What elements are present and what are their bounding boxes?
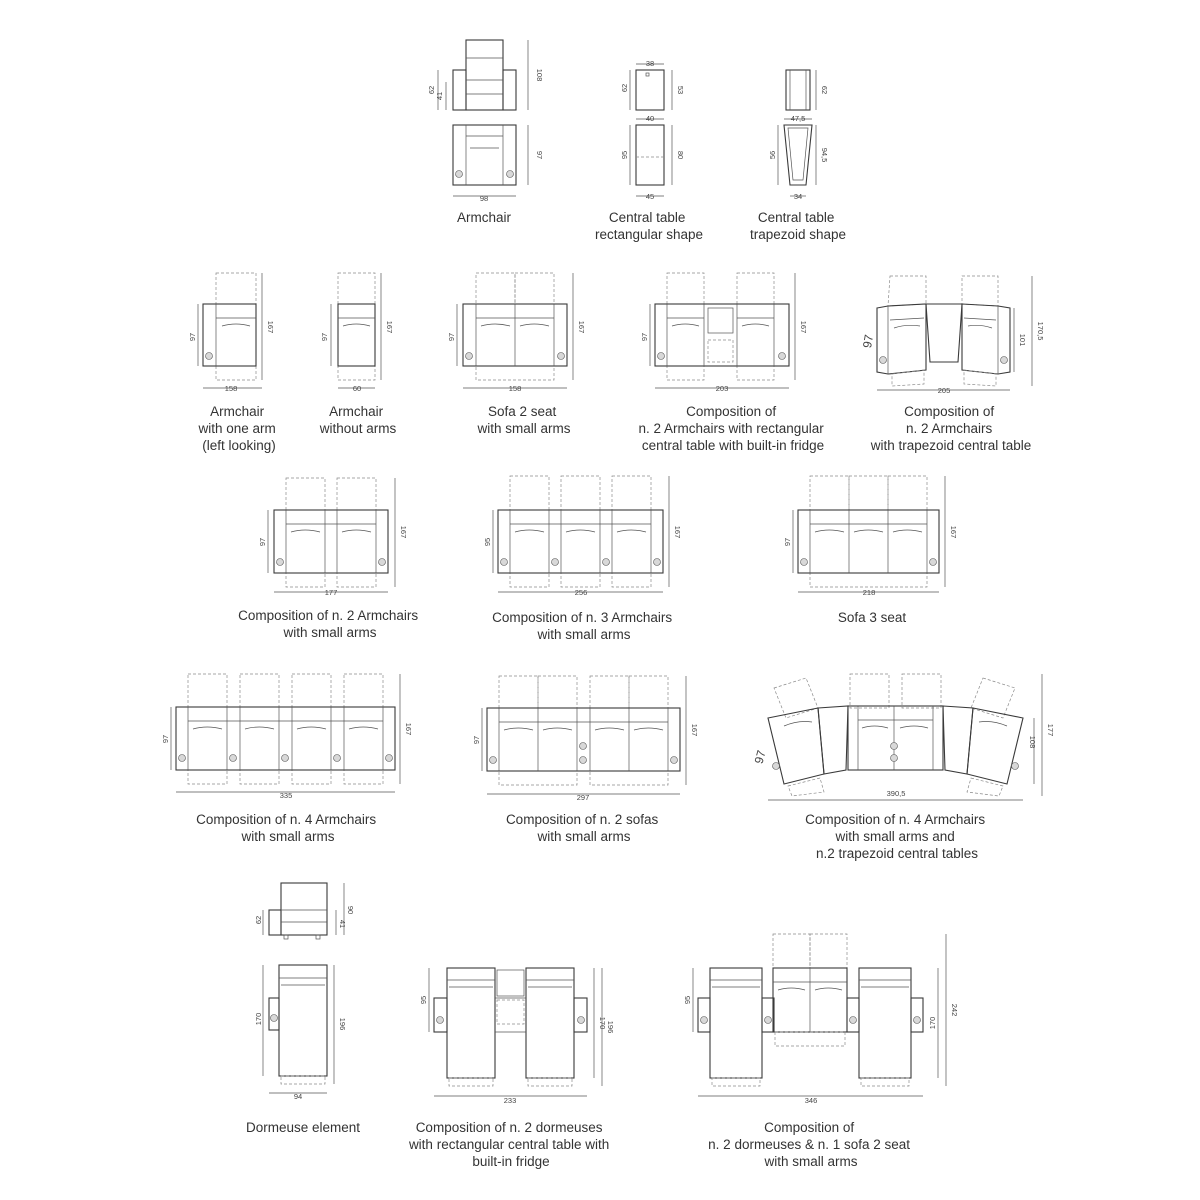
dim-label: 41: [435, 91, 444, 101]
dim-label: 34: [793, 192, 803, 201]
dim-label: 97: [783, 537, 792, 547]
two-sofas-small-arms-drawing: [472, 676, 699, 844]
dim-label: 170: [254, 1012, 263, 1026]
dim-label: 390,5: [886, 789, 906, 798]
dim-label: 97: [751, 748, 769, 766]
dim-label: 40: [645, 114, 655, 123]
dim-label: 177: [1046, 723, 1055, 737]
dim-label: 196: [338, 1017, 347, 1031]
three-armchairs-small-arms-drawing: [483, 476, 682, 642]
caption: Composition of n. 2 sofas with small arms: [505, 812, 659, 844]
dim-label: 205: [937, 386, 951, 395]
armchair-top-view: [453, 125, 516, 185]
caption: Central table trapezoid shape: [749, 210, 847, 242]
dim-label: 97: [188, 332, 197, 342]
dim-label: 62: [254, 915, 263, 925]
trapezoid-table-top-view: [784, 125, 812, 185]
dim-label: 97: [447, 332, 456, 342]
dormeuse-side-view: [269, 883, 327, 939]
caption: Central table rectangular shape: [594, 210, 704, 242]
dim-label: 97: [161, 734, 170, 744]
dim-label: 346: [804, 1096, 818, 1105]
dim-label: 196: [606, 1020, 615, 1034]
armchair-side-view: [453, 40, 516, 110]
caption: Composition of n. 4 Armchairs with small arms and n.2 trapezoid central tables: [805, 812, 986, 861]
dim-label: 167: [399, 525, 408, 539]
caption: Sofa 2 seat with small arms: [477, 404, 571, 436]
dim-label: 335: [279, 791, 293, 800]
dim-label: 218: [862, 588, 876, 597]
dim-label: 60: [352, 384, 362, 393]
central-table-rectangular-drawing: [595, 59, 703, 242]
dim-label: 170: [598, 1016, 607, 1030]
sofa-2-seat-drawing: [447, 273, 586, 436]
dim-label: 95: [683, 995, 692, 1005]
dim-label: 108: [1028, 735, 1037, 749]
dim-label: 108: [535, 68, 544, 82]
dim-label: 97: [320, 332, 329, 342]
dim-label: 95: [620, 150, 629, 160]
dim-label: 41: [338, 919, 347, 929]
dim-label: 45: [645, 192, 655, 201]
sofa-3-seat-drawing: [783, 476, 958, 625]
caption: Composition of n. 2 Armchairs with small arms: [238, 608, 419, 640]
two-armchairs-small-arms-drawing: [238, 478, 422, 640]
dormeuse-top-view: [269, 965, 327, 1084]
caption: Armchair with one arm (left looking): [198, 404, 276, 453]
dim-label: 101: [1018, 333, 1027, 347]
dim-label: 233: [503, 1096, 517, 1105]
armchair-drawing: [427, 40, 544, 225]
dim-label: 97: [860, 333, 877, 350]
caption: Armchair: [456, 210, 512, 225]
dim-label: 170: [928, 1016, 937, 1030]
dim-label: 167: [404, 722, 413, 736]
dim-label: 97: [258, 537, 267, 547]
dim-label: 167: [799, 320, 808, 334]
two-armchairs-rectangular-table-drawing: [638, 273, 827, 453]
dim-label: 297: [576, 793, 590, 802]
two-dormeuses-sofa-two-seat-drawing: [683, 934, 959, 1169]
table-side-view: [636, 70, 664, 110]
dim-label: 94,5: [820, 147, 829, 163]
dim-label: 177: [324, 588, 338, 597]
dim-label: 94: [293, 1092, 303, 1101]
dim-label: 62: [620, 83, 629, 93]
dim-label: 98: [479, 194, 489, 203]
caption: Composition of n. 2 Armchairs with trapezoid central table: [870, 404, 1032, 453]
dim-label: 167: [577, 320, 586, 334]
dim-label: 170,5: [1036, 321, 1045, 341]
trapezoid-table-side-view: [786, 70, 810, 110]
dim-label: 62: [427, 85, 436, 95]
caption: Sofa 3 seat: [837, 610, 907, 625]
dim-label: 167: [266, 320, 275, 334]
four-armchairs-two-trapezoid-tables-drawing: [752, 674, 1055, 861]
dim-label: 167: [673, 525, 682, 539]
dim-label: 97: [640, 332, 649, 342]
two-armchairs-trapezoid-table-drawing: [860, 276, 1045, 453]
dim-label: 256: [574, 588, 588, 597]
dim-label: 158: [508, 384, 522, 393]
dim-label: 203: [715, 384, 729, 393]
dormeuse-element-drawing: [246, 883, 360, 1135]
dim-label: 47,5: [790, 114, 806, 123]
dim-label: 242: [950, 1003, 959, 1017]
caption: Armchair without arms: [319, 404, 397, 436]
dim-label: 167: [690, 723, 699, 737]
dim-label: 97: [472, 735, 481, 745]
four-armchairs-small-arms-drawing: [161, 674, 413, 844]
dim-label: 56: [768, 150, 777, 160]
dim-label: 95: [483, 537, 492, 547]
table-top-view: [636, 125, 664, 185]
caption: Composition of n. 4 Armchairs with small arms: [196, 812, 377, 844]
dim-label: 62: [820, 85, 829, 95]
dim-label: 158: [224, 384, 238, 393]
dim-label: 38: [645, 59, 655, 68]
dim-label: 53: [676, 85, 685, 95]
dim-label: 97: [535, 150, 544, 160]
caption: Composition of n. 3 Armchairs with small arms: [492, 610, 673, 642]
armchair-without-arms-drawing: [319, 273, 397, 436]
caption: Composition of n. 2 dormeuses & n. 1 sofa 2 seat with small arms: [708, 1120, 911, 1169]
dim-label: 167: [949, 525, 958, 539]
caption: Composition of n. 2 Armchairs with rectangular central table with built-in fridge: [638, 404, 825, 453]
caption: Dormeuse element: [245, 1120, 361, 1135]
two-dormeuses-rectangular-table-drawing: [408, 968, 615, 1169]
central-table-trapezoid-drawing: [750, 70, 846, 242]
caption: Composition of n. 2 dormeuses with rectangular central table with built-in fridge: [408, 1120, 610, 1169]
armchair-dimension-lines: [438, 40, 528, 196]
armchair-one-arm-drawing: [188, 273, 280, 453]
dim-label: 90: [346, 905, 355, 915]
dim-label: 80: [676, 150, 685, 160]
dim-label: 95: [419, 995, 428, 1005]
dim-label: 167: [385, 320, 394, 334]
